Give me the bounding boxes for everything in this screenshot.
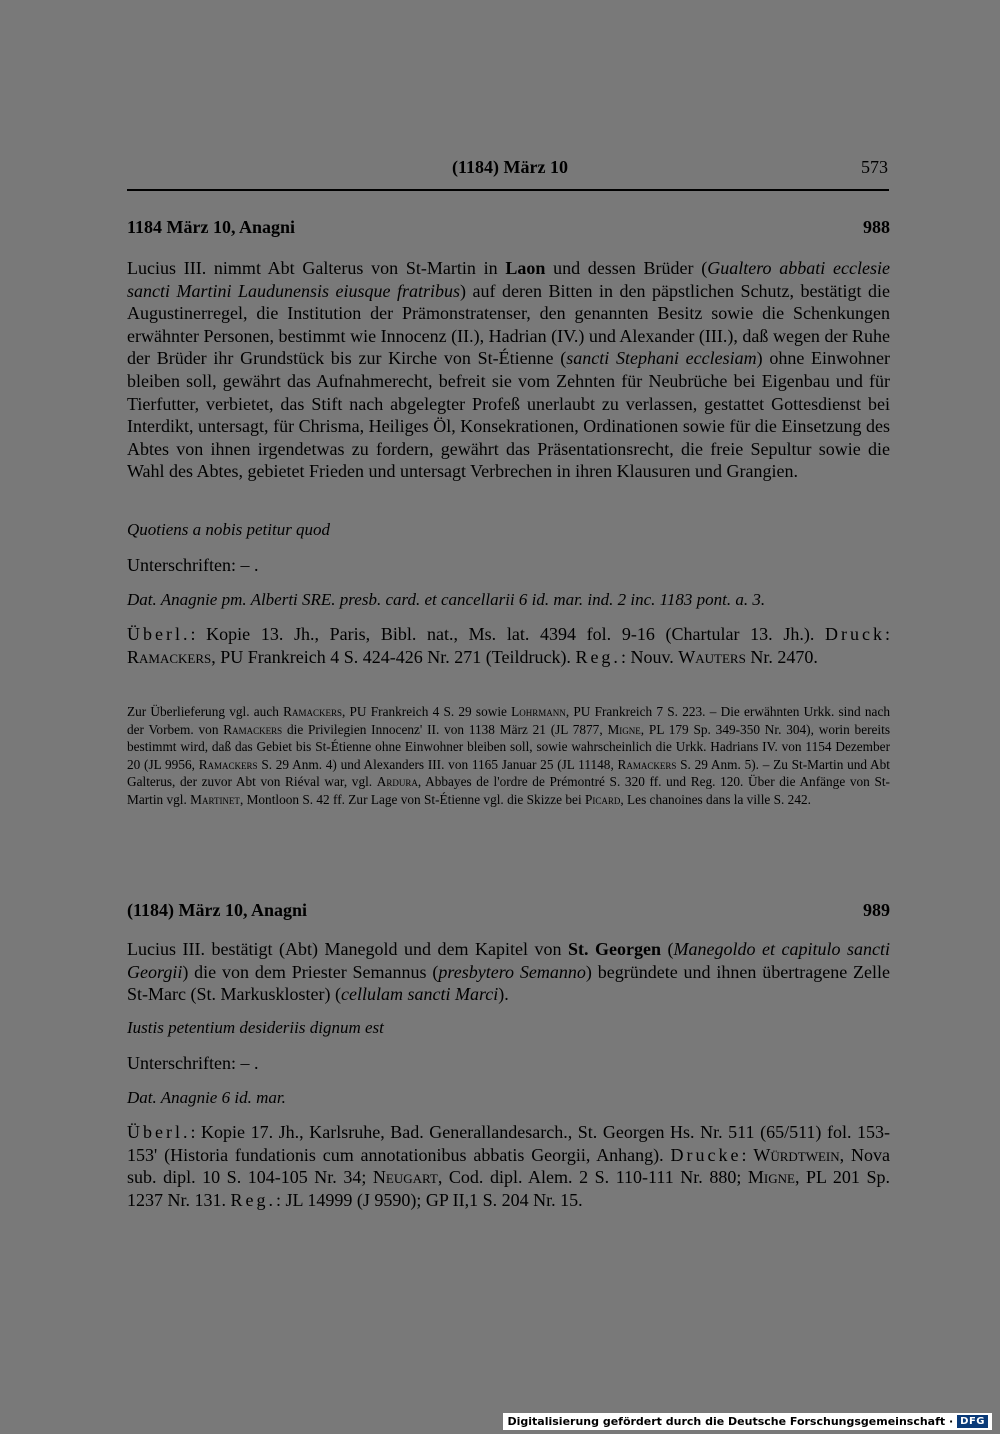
label: Überl. [127, 1122, 191, 1142]
label: Druck [825, 624, 885, 644]
author-name: Martinet [190, 791, 240, 807]
text: ) auf deren Bitten in den päpstlichen Schutz, bestätigt die Augustinerregel, die Institution der Prämonstratenser, den genannten Besitz sowie die Schenkungen erwähnter Personen, bestimmt wie Innocenz (II.), Hadrian (IV.) und Alexander (III.), daß wegen der Ruhe der Brüder ihr Grundstück bis zur Kirche von St-Étienne ( [127, 280, 890, 369]
entry-988-commentary [127, 703, 890, 809]
text: Zur Überlieferung vgl. auch [127, 704, 284, 719]
text: : [884, 624, 890, 644]
text: : Kopie 17. Jh., Karlsruhe, Bad. Generallandesarch., St. Georgen Hs. Nr. 511 (65/511) fol. 153-153' (Historia fundationis cum annotationibus abbatis Georgii, Anhang). [127, 1122, 890, 1165]
entry-989-incipit: Iustis petentium desideriis dignum est [127, 1018, 384, 1037]
text: Lucius III. nimmt Abt Galterus von St-Martin in [127, 258, 506, 278]
text: und dessen Brüder ( [545, 258, 708, 278]
author-name: Migne [747, 1167, 795, 1188]
text: , Montloon S. 42 ff. Zur Lage von St-Étienne vgl. die Skizze bei [239, 791, 585, 807]
text: S. 29 Anm. 5). – Zu St-Martin und Abt Galterus, der zuvor Abt von Riéval war, vgl. [127, 756, 890, 790]
entry-date-place: 1184 März 10, Anagni [127, 217, 296, 237]
text: ) ohne Einwohner bleiben soll, gewährt das Aufnahmerecht, befreit sie vom Zehnten für Neubrüche bei Eigenbau und für Tierfutter, verbietet, das Stift nach abgelegter Profeß unerlaubt zu verlassen, gestattet Gottesdienst bei Interdikt, untersagt, für Chrisma, Heiliges Öl, Konsekrationen, Ordinationen sowie für die Einsetzung des Abtes von ihnen irgendetwas zu fordern, gewährt das Präsentationsrecht, die freie Sepultur sowie die Wahl des Abtes, gebietet Frieden und untersagt Verbrechen in ihren Klausuren und Grangien. [127, 348, 891, 482]
text: ( [661, 939, 674, 959]
header-rule [127, 189, 889, 191]
latin-quote: Manegoldo et capitulo sancti Georgii [127, 939, 891, 982]
text: ). [498, 984, 509, 1005]
entry-988-heading [127, 217, 890, 238]
text: , Les chanoines dans la ville S. 242. [620, 791, 811, 807]
label: Reg. [230, 1189, 276, 1210]
place-name: Laon [505, 258, 546, 278]
label: Reg. [575, 646, 621, 667]
author-name: Ramackers [617, 756, 677, 772]
entry-988-summary [127, 257, 890, 483]
author-name: Lohrmann [511, 704, 566, 719]
entry-988-signatures: Unterschriften: – . [127, 555, 259, 575]
text: ) die von dem Priester Semannus ( [182, 961, 439, 982]
author-name: Picard [584, 791, 621, 807]
text: : JL 14999 (J 9590); GP II,1 S. 204 Nr. 15. [276, 1189, 583, 1210]
author-name: Ardura [376, 774, 418, 790]
author-name: Ramackers [223, 721, 283, 737]
entry-988-incipit: Quotiens a nobis petitur quod [127, 520, 331, 539]
author-name: Ramackers [283, 704, 342, 719]
page-number: 573 [861, 157, 888, 177]
latin-quote: sancti Stephani ecclesiam [566, 348, 757, 369]
author-name: Wauters [678, 646, 746, 667]
text: : [741, 1144, 754, 1165]
entry-number: 989 [863, 900, 890, 920]
place-name: St. Georgen [568, 939, 661, 959]
latin-quote: Gualtero abbati ecclesie sancti Martini Laudunensis eiusque fratribus [127, 258, 890, 301]
text: Nr. 2470. [745, 646, 818, 667]
author-name: Neugart [372, 1167, 438, 1188]
text: die Privilegien Innocenz' II. von 1138 März 21 (JL 7877, [282, 721, 608, 737]
text: , Cod. dipl. Alem. 2 S. 110-111 Nr. 880; [437, 1167, 748, 1188]
text: , PU Frankreich 4 S. 424-426 Nr. 271 (Teildruck). [211, 646, 576, 667]
dfg-logo: DFG [957, 1415, 988, 1428]
funding-text: Digitalisierung gefördert durch die Deutsche Forschungsgemeinschaft · [507, 1415, 954, 1428]
entry-988-datum: Dat. Anagnie pm. Alberti SRE. presb. card. et cancellarii 6 id. mar. ind. 2 inc. 1183 pont. a. 3. [127, 590, 766, 609]
author-name: Migne [607, 721, 641, 737]
label: Drucke [670, 1144, 742, 1165]
author-name: Ramackers [127, 646, 212, 667]
text: Lucius III. bestätigt (Abt) Manegold und dem Kapitel von [127, 939, 568, 959]
text: , Abbayes de l'ordre de Prémontré S. 320 ff. und Reg. 120. Über die Anfänge von St-Martin vgl. [127, 774, 890, 807]
author-name: Würdtwein [753, 1144, 840, 1165]
author-name: Ramackers [198, 756, 258, 772]
text: : Nouv. [620, 646, 679, 667]
entry-989-datum: Dat. Anagnie 6 id. mar. [127, 1088, 286, 1107]
entry-989-summary [127, 938, 890, 1006]
text: , Nova sub. dipl. 10 S. 104-105 Nr. 34; [127, 1144, 890, 1188]
entry-date-place: (1184) März 10, Anagni [127, 900, 307, 920]
entry-number: 988 [863, 217, 890, 237]
entry-989-signatures: Unterschriften: – . [127, 1053, 259, 1073]
running-head-title: (1184) März 10 [452, 157, 568, 177]
text: , PU Frankreich 4 S. 29 sowie [341, 704, 512, 719]
entry-989-heading [127, 900, 890, 921]
text: S. 29 Anm. 4) und Alexanders III. von 1165 Januar 25 (JL 11148, [257, 756, 618, 772]
entry-989-transmission [127, 1121, 890, 1211]
latin-quote: cellulam sancti Marci [340, 984, 499, 1005]
latin-quote: presbytero Semanno [438, 961, 586, 982]
text: , PL 201 Sp. 1237 Nr. 131. [127, 1167, 890, 1210]
text: : Kopie 13. Jh., Paris, Bibl. nat., Ms. lat. 4394 fol. 9-16 (Chartular 13. Jh.). [190, 624, 825, 644]
text: , PU Frankreich 7 S. 223. – Die erwähnten Urkk. sind nach der Vorbem. von [127, 704, 890, 737]
entry-988-transmission [127, 623, 890, 668]
text: ) begründete und ihnen übertragene Zelle St-Marc (St. Markuskloster) ( [127, 961, 891, 1005]
label: Überl. [127, 624, 191, 644]
text: , PL 179 Sp. 349-350 Nr. 304), worin bereits bestimmt wird, daß das Gebiet bis St-Étienne ohne Einwohner bleiben soll, sowie wahrscheinlich die Urkk. Hadrians IV. von 1154 Dezember 20 (JL 9956, [127, 721, 890, 772]
dfg-funding-footer [503, 1413, 992, 1430]
